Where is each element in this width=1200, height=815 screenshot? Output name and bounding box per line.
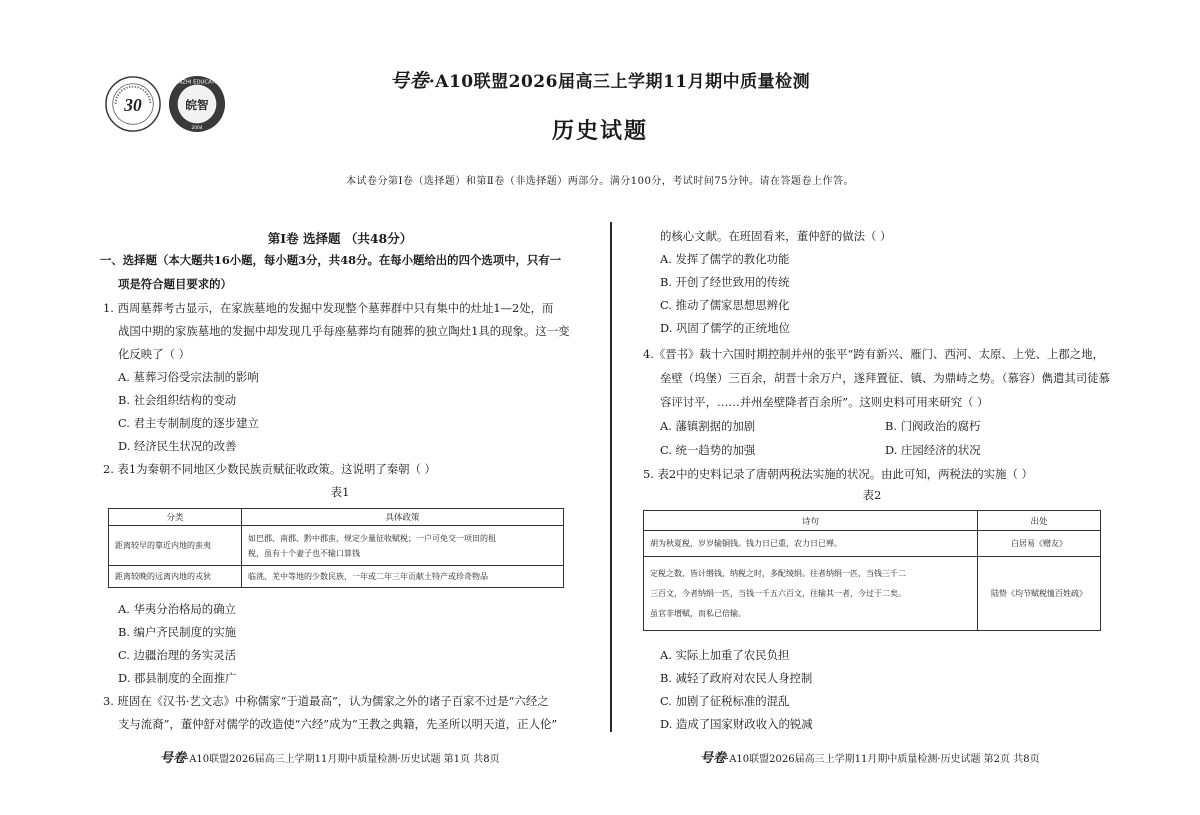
cell-line: 税，虽有十个妻子也不输口算钱 <box>248 548 360 558</box>
table-1-header-category: 分类 <box>109 509 242 526</box>
table-cell: 陆贽《均节赋税恤百姓疏》 <box>978 557 1101 631</box>
table-cell: 白居易《赠友》 <box>978 531 1101 557</box>
table-cell: 距离较早的靠近内地的蛮夷 <box>109 526 242 566</box>
q5-option-b[interactable]: B. 减轻了政府对农民人身控制 <box>660 671 813 685</box>
table-1-caption: 表1 <box>330 485 350 499</box>
q1-option-a[interactable]: A. 墓葬习俗受宗法制的影响 <box>118 370 259 384</box>
q2-option-d[interactable]: D. 郡县制度的全面推广 <box>118 671 237 685</box>
table-cell: 胡为秋夏税，岁岁输铜钱。钱力日已重，农力日已殚。 <box>644 531 978 557</box>
question-2-text: 2. 表1为秦朝不同地区少数民族贡赋征收政策。这说明了秦朝（ ） <box>103 462 436 476</box>
subject-title: 历史试题 <box>551 118 648 144</box>
q3-option-c[interactable]: C. 推动了儒家思想思辨化 <box>660 298 790 312</box>
q2-option-c[interactable]: C. 边疆治理的务实灵活 <box>118 648 237 662</box>
question-1-text: 1. 西周墓葬考古显示，在家族墓地的发掘中发现整个墓葬群中只有集中的灶址1—2处，而 <box>103 301 554 315</box>
question-4-text-end: 容评讨平，……并州垒壁降者百余所”。这则史料可用来研究（ ） <box>660 395 989 409</box>
table-2-caption: 表2 <box>862 488 882 502</box>
q1-option-d[interactable]: D. 经济民生状况的改善 <box>118 439 237 453</box>
table-row <box>109 566 564 588</box>
q5-option-c[interactable]: C. 加剧了征税标准的混乱 <box>660 694 790 708</box>
section-intro-cont: 项是符合题目要求的） <box>118 277 232 291</box>
footer-brand-mark: 号卷 <box>160 751 187 766</box>
brand-mark: 号卷 <box>389 70 429 92</box>
cell-line: 三百文，今者纳绢一匹，当钱一千五六百文，往输其一者，今过于二矣。 <box>650 588 906 598</box>
cell-line: 虽官非增赋，而私已倍输。 <box>650 608 746 618</box>
section-intro: 一、选择题（本大题共16小题，每小题3分，共48分。在每小题给出的四个选项中，只有一 <box>100 253 562 267</box>
question-4-text-cont: 垒壁（坞堡）三百余，胡晋十余万户，遂拜置征、镇、为鼎峙之势。（慕容）儁遣其司徒慕 <box>660 371 1110 385</box>
exam-instructions: 本试卷分第Ⅰ卷（选择题）和第Ⅱ卷（非选择题）两部分。满分100分，考试时间75分钟。请在答题卷上作答。 <box>345 176 855 187</box>
q5-option-a[interactable]: A. 实际上加重了农民负担 <box>660 648 790 662</box>
footer-text: ·A10联盟2026届高三上学期11月期中质量检测·历史试题 第1页 共8页 <box>186 754 500 765</box>
footer-text: ·A10联盟2026届高三上学期11月期中质量检测·历史试题 第2页 共8页 <box>726 754 1040 765</box>
page-2-footer <box>700 747 1040 766</box>
table-1 <box>108 508 564 588</box>
question-3-text: 3. 班固在《汉书·艺文志》中称儒家“于道最高”，认为儒家之外的诸子百家不过是“六经之 <box>103 694 549 708</box>
q2-option-b[interactable]: B. 编户齐民制度的实施 <box>118 625 237 639</box>
table-cell: 距离较晚的远离内地的戎狄 <box>109 566 242 588</box>
question-1-text-end: 化反映了（ ） <box>118 347 190 361</box>
q4-option-d[interactable]: D. 庄园经济的状况 <box>885 443 981 457</box>
table-2-header-source: 出处 <box>978 511 1101 531</box>
q5-option-d[interactable]: D. 造成了国家财政收入的锐减 <box>660 717 813 731</box>
table-1-header-policy: 具体政策 <box>242 509 564 526</box>
table-2-header-text: 诗句 <box>644 511 978 531</box>
page-1-footer <box>160 747 500 766</box>
logo-number: 30 <box>124 94 142 115</box>
q3-option-d[interactable]: D. 巩固了儒学的正统地位 <box>660 321 790 335</box>
table-cell <box>242 526 564 566</box>
column-divider <box>610 222 612 732</box>
table-cell <box>644 557 978 631</box>
q2-option-a[interactable]: A. 华夷分治格局的确立 <box>118 602 236 616</box>
q3-option-a[interactable]: A. 发挥了儒学的教化功能 <box>660 252 790 266</box>
q4-option-c[interactable]: C. 统一趋势的加强 <box>660 443 756 457</box>
table-2 <box>643 510 1101 631</box>
cell-line: 如巴郡、南郡、黔中郡蛮，规定少量征收赋税；一户可免交一项田的租 <box>248 533 496 543</box>
footer-brand-mark: 号卷 <box>700 751 727 766</box>
cell-line: 定税之数，皆计缗钱，纳税之时，多配绫绢。往者纳绢一匹，当钱三千二 <box>650 568 906 578</box>
q4-option-b[interactable]: B. 门阀政治的腐朽 <box>885 419 981 433</box>
question-3-text-cont: 支与流裔”，董仲舒对儒学的改造使“六经”成为“王教之典籍，先圣所以明天道，正人伦” <box>118 717 558 731</box>
q3-option-b[interactable]: B. 开创了经世致用的传统 <box>660 275 790 289</box>
table-cell: 临洮、羌中等地的少数民族，一年或二年三年贡献土特产或珍奇物品 <box>242 566 564 588</box>
table-row <box>109 526 564 566</box>
question-1-text-cont: 战国中期的家族墓地的发掘中却发现几乎每座墓葬均有随葬的独立陶灶1具的现象。这一变 <box>118 324 570 338</box>
logo-ring-text: WANZHI EDUCATION <box>169 79 225 86</box>
q4-option-a[interactable]: A. 藩镇割据的加剧 <box>660 419 756 433</box>
q1-option-c[interactable]: C. 君主专制制度的逐步建立 <box>118 416 259 430</box>
question-5-text: 5. 表2中的史料记录了唐朝两税法实施的状况。由此可知，两税法的实施（ ） <box>643 467 1033 481</box>
table-row <box>644 557 1101 631</box>
q1-option-b[interactable]: B. 社会组织结构的变动 <box>118 393 237 407</box>
exam-title <box>0 66 1200 93</box>
logo-year: 2004 <box>191 126 203 132</box>
logo-center-text: 皖智 <box>185 97 209 112</box>
question-3-text-end: 的核心文献。在班固看来，董仲舒的做法（ ） <box>660 229 892 243</box>
table-row <box>644 531 1101 557</box>
exam-title-text: ·A10联盟2026届高三上学期11月期中质量检测 <box>428 72 811 92</box>
question-4-text: 4.《晋书》载十六国时期控制并州的张平“跨有新兴、雁门、西河、太原、上党、上郡之地， <box>643 347 1104 361</box>
section-heading: 第Ⅰ卷 选择题 （共48分） <box>267 231 413 246</box>
